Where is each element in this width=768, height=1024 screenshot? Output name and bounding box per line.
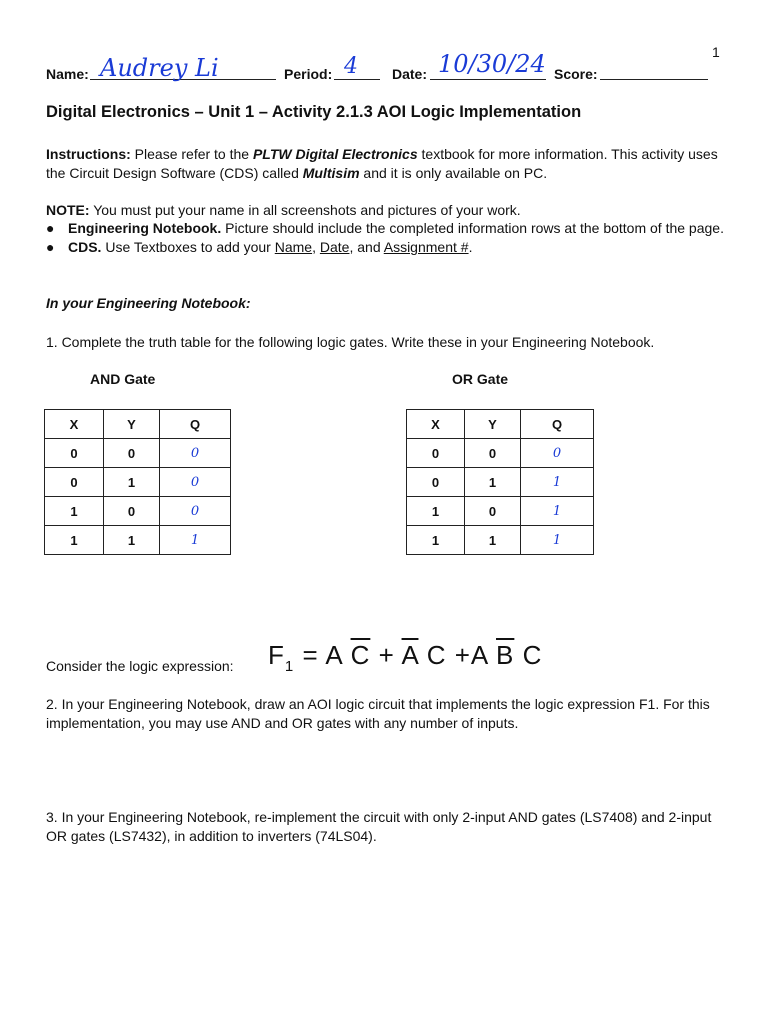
table-row (45, 468, 231, 497)
table-cell: 0 (407, 468, 465, 497)
or-truth-table (406, 409, 594, 555)
table-cell: 0 (465, 497, 521, 526)
expr-complement: $\overline{A}$ (401, 640, 419, 670)
header-row (46, 50, 726, 86)
table-cell: 1 (45, 526, 104, 555)
header-cell: Q (521, 410, 594, 439)
answer-cell: 0 (521, 439, 594, 468)
table-row (407, 468, 594, 497)
book-title: PLTW Digital Electronics (252, 146, 418, 162)
question-1: 1. Complete the truth table for the following logic gates. Write these in your Engineering Notebook. (46, 334, 655, 350)
software-name: Multisim (302, 165, 360, 181)
instructions-label: Instructions: (46, 146, 131, 162)
table-row (45, 497, 231, 526)
table-header-row (407, 410, 594, 439)
expr-part: C (514, 640, 543, 670)
table-cell: 0 (45, 439, 104, 468)
table-cell: 0 (104, 439, 160, 468)
header-cell: X (45, 410, 104, 439)
table-cell: 1 (407, 526, 465, 555)
instructions-paragraph (46, 145, 726, 183)
table-row (45, 439, 231, 468)
date-value: 10/30/24 (438, 50, 546, 78)
bullet-bold: CDS. (68, 239, 102, 255)
instructions-text: Please refer to the (130, 146, 253, 162)
period-mark: . (468, 239, 473, 255)
table-header-row (45, 410, 231, 439)
header-cell: Y (465, 410, 521, 439)
header-cell: X (407, 410, 465, 439)
table-cell: 0 (465, 439, 521, 468)
name-label: Name: (46, 66, 89, 82)
date-label: Date: (392, 66, 428, 82)
answer-cell: 1 (521, 497, 594, 526)
table-cell: 0 (104, 497, 160, 526)
period-value: 4 (344, 54, 358, 79)
instructions-text-3: and it is only available on PC. (359, 165, 548, 181)
expr-complement: $\overline{C}$ (350, 640, 371, 670)
score-line (600, 79, 708, 80)
underlined-assignment: Assignment # (383, 239, 469, 255)
question-2: 2. In your Engineering Notebook, draw an AOI logic circuit that implements the logic expression F1. For this implementation, you may use AND and OR gates with any number of inputs. (46, 696, 710, 731)
table-cell: 1 (465, 526, 521, 555)
answer-cell: 0 (160, 439, 231, 468)
period-line (334, 79, 380, 80)
and-truth-table (44, 409, 231, 555)
table-cell: 1 (104, 526, 160, 555)
logic-expression (268, 640, 543, 675)
bullet-dot: ● (46, 239, 55, 255)
answer-cell: 1 (521, 526, 594, 555)
table-cell: 1 (45, 497, 104, 526)
page-title: Digital Electronics – Unit 1 – Activity 2.1.3 AOI Logic Implementation (46, 103, 582, 121)
expr-part: + (370, 640, 402, 670)
answer-cell: 1 (521, 468, 594, 497)
answer-cell: 1 (160, 526, 231, 555)
page-number: 1 (712, 44, 720, 60)
name-value: Audrey Li (100, 54, 219, 82)
bullet-bold: Engineering Notebook. (68, 220, 222, 236)
answer-cell: 0 (160, 468, 231, 497)
table-row (407, 526, 594, 555)
expr-lhs: F (268, 640, 285, 670)
note-text: You must put your name in all screenshots and pictures of your work. (89, 202, 521, 218)
header-cell: Q (160, 410, 231, 439)
underlined-date: Date (319, 239, 350, 255)
and-gate-title: AND Gate (90, 371, 156, 387)
consider-label: Consider the logic expression: (46, 658, 234, 674)
period-label: Period: (284, 66, 333, 82)
section-heading: In your Engineering Notebook: (46, 295, 251, 311)
table-row (45, 526, 231, 555)
date-line (430, 79, 546, 80)
expr-part: = A (294, 640, 351, 670)
bullet-text: Use Textboxes to add your (101, 239, 275, 255)
expr-part: C +A (418, 640, 497, 670)
score-label: Score: (554, 66, 598, 82)
bullet-dot: ● (46, 220, 55, 236)
separator: , and (349, 239, 384, 255)
bullet-text: Picture should include the completed information rows at the bottom of the page. (221, 220, 724, 236)
table-cell: 0 (45, 468, 104, 497)
expr-subscript: 1 (284, 658, 295, 675)
underlined-name: Name (274, 239, 313, 255)
table-cell: 0 (407, 439, 465, 468)
expr-complement: $\overline{B}$ (496, 640, 515, 670)
answer-cell: 0 (160, 497, 231, 526)
question-3: 3. In your Engineering Notebook, re-implement the circuit with only 2-input AND gates (LS7408) and 2-input OR gates (LS7432), in addition to inverters (74LS04). (46, 809, 712, 844)
instructions-text-2: textbook for more information. This activity uses the Circuit Design Software (CDS) called (46, 146, 718, 181)
table-cell: 1 (465, 468, 521, 497)
or-gate-title: OR Gate (452, 371, 509, 387)
table-cell: 1 (407, 497, 465, 526)
separator: , (312, 239, 320, 255)
table-row (407, 439, 594, 468)
table-cell: 1 (104, 468, 160, 497)
note-paragraph (46, 201, 726, 220)
note-label: NOTE: (46, 202, 90, 218)
table-row (407, 497, 594, 526)
header-cell: Y (104, 410, 160, 439)
